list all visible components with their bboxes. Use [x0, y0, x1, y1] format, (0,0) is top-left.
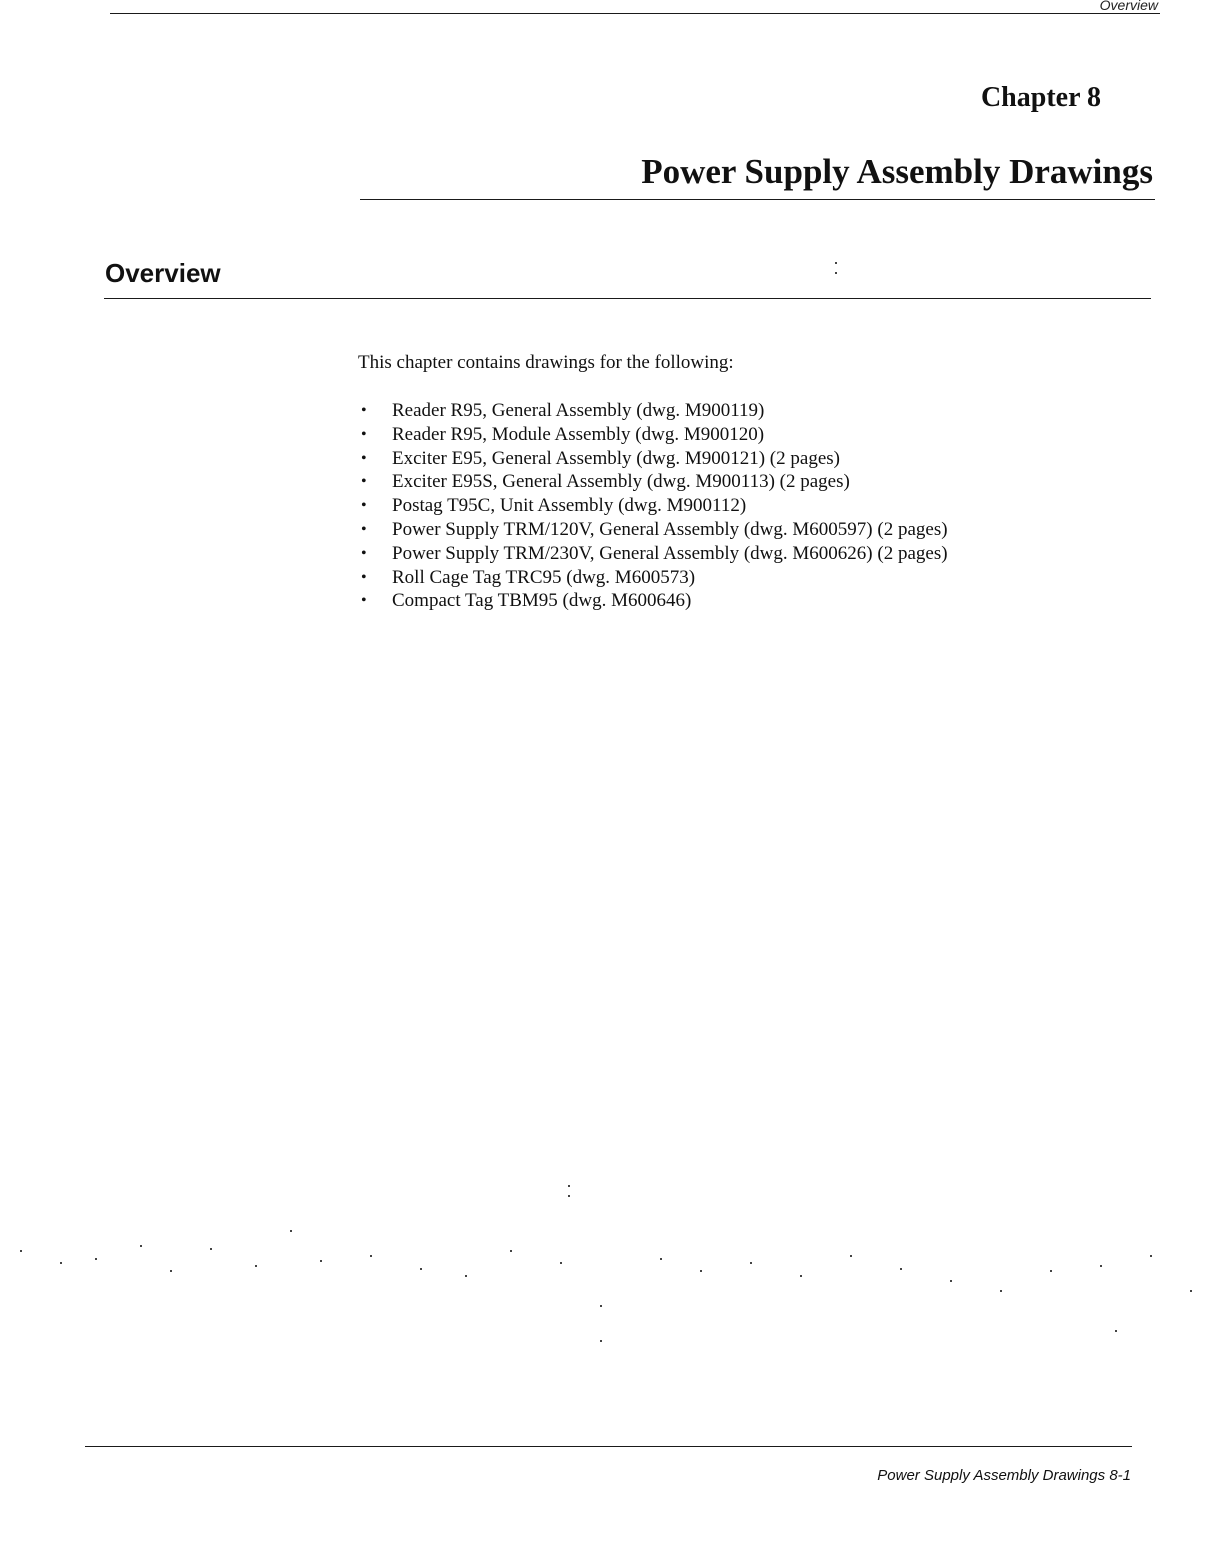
list-item: • Compact Tag TBM95 (dwg. M600646): [358, 589, 948, 613]
list-item: • Power Supply TRM/230V, General Assembly (dwg. M600626) (2 pages): [358, 542, 948, 566]
list-item: • Roll Cage Tag TRC95 (dwg. M600573): [358, 566, 948, 590]
chapter-number: Chapter 8: [980, 82, 1101, 113]
header-rule: [110, 13, 1160, 14]
section-rule: [104, 298, 1151, 299]
chapter-title: Power Supply Assembly Drawings: [641, 152, 1153, 191]
list-item: • Postag T95C, Unit Assembly (dwg. M900112): [358, 494, 948, 518]
footer-rule: [85, 1446, 1132, 1447]
list-item: • Power Supply TRM/120V, General Assembly (dwg. M600597) (2 pages): [358, 518, 948, 542]
list-item: • Reader R95, Module Assembly (dwg. M900120): [358, 423, 948, 447]
list-item: • Exciter E95S, General Assembly (dwg. M900113) (2 pages): [358, 470, 948, 494]
title-rule: [360, 199, 1155, 200]
drawing-list: [358, 399, 948, 613]
running-header: Overview: [1099, 0, 1158, 13]
running-footer: Power Supply Assembly Drawings 8-1: [877, 1467, 1131, 1484]
list-item: • Exciter E95, General Assembly (dwg. M900121) (2 pages): [358, 447, 948, 471]
section-heading: Overview: [105, 258, 221, 288]
intro-paragraph: This chapter contains drawings for the following:: [358, 352, 734, 373]
list-item: • Reader R95, General Assembly (dwg. M900119): [358, 399, 948, 423]
